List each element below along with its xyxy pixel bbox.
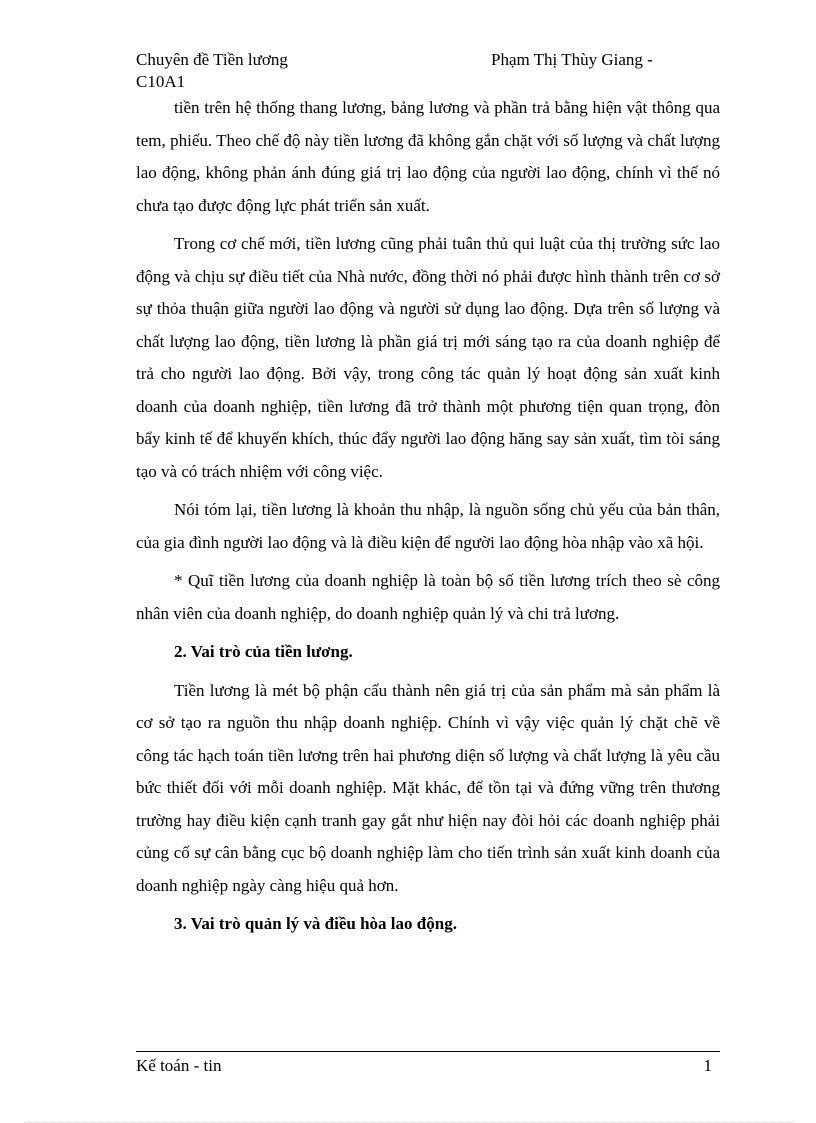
paragraph-1: tiền trên hệ thống thang lương, bảng lương và phần trả bằng hiện vật thông qua tem, phiếu. Theo chế độ này tiền lương đã không gắn chặt với số lượng và chất lượng lao động, không phản ánh đúng giá trị lao động của người lao động, chính vì thế nó chưa tạo được động lực phát triển sản xuất.	[136, 98, 720, 215]
paragraph-2: Trong cơ chế mới, tiền lương cũng phải tuân thủ qui luật của thị trường sức lao động và chịu sự điều tiết của Nhà nước, đồng thời nó phải được hình thành trên cơ sở sự thỏa thuận giữa người lao động và người sử dụng lao động. Dựa trên số lượng và chất lượng lao động, tiền lương là phần giá trị mới sáng tạo ra của doanh nghiệp để trả cho người lao động. Bởi vậy, trong công tác quản lý hoạt động sản xuất kinh doanh của doanh nghiệp, tiền lương đã trở thành một phương tiện quan trọng, đòn bẩy kinh tế để khuyến khích, thúc đẩy người lao động hăng say sản xuất, tìm tòi sáng tạo và có trách nhiệm với công việc.	[136, 234, 720, 481]
section-3-heading: 3. Vai trò quản lý và điều hòa lao động.	[174, 914, 457, 933]
page-number: 1	[703, 1056, 712, 1075]
document-title: Chuyên đề Tiền lương	[136, 50, 288, 69]
class-code: C10A1	[136, 72, 186, 91]
section-2-paragraph: Tiền lương là mét bộ phận cấu thành nên giá trị của sản phẩm mà sản phẩm là cơ sở tạo ra nguồn thu nhập doanh nghiệp. Chính vì vậy việc quản lý chặt chẽ về công tác hạch toán tiền lương trên hai phương diện số lượng và chất lượng là yêu cầu bức thiết đối với mỗi doanh nghiệp. Mặt khác, để tồn tại và đứng vững trên thương trường hay điều kiện cạnh tranh gay gắt như hiện nay đòi hỏi các doanh nghiệp phải củng cố sự cân bằng cục bộ doanh nghiệp làm cho tiến trình sản xuất kinh doanh của doanh nghiệp ngày càng hiệu quả hơn.	[136, 680, 720, 895]
paragraph-3: Nói tóm lại, tiền lương là khoản thu nhập, là nguồn sống chủ yếu của bản thân, của gia đình người lao động và là điều kiện để người lao động hòa nhập vào xã hội.	[136, 500, 720, 552]
section-2-heading: 2. Vai trò của tiền lương.	[174, 642, 353, 661]
paragraph-4: * Quĩ tiền lương của doanh nghiệp là toàn bộ số tiền lương trích theo sè công nhân viên của doanh nghiệp, do doanh nghiệp quản lý và chi trả lương.	[136, 571, 720, 623]
footer-divider	[136, 1051, 720, 1052]
author-name: Phạm Thị Thùy Giang -	[491, 50, 653, 69]
document-body	[136, 92, 720, 947]
footer-label: Kế toán - tin	[136, 1056, 222, 1075]
